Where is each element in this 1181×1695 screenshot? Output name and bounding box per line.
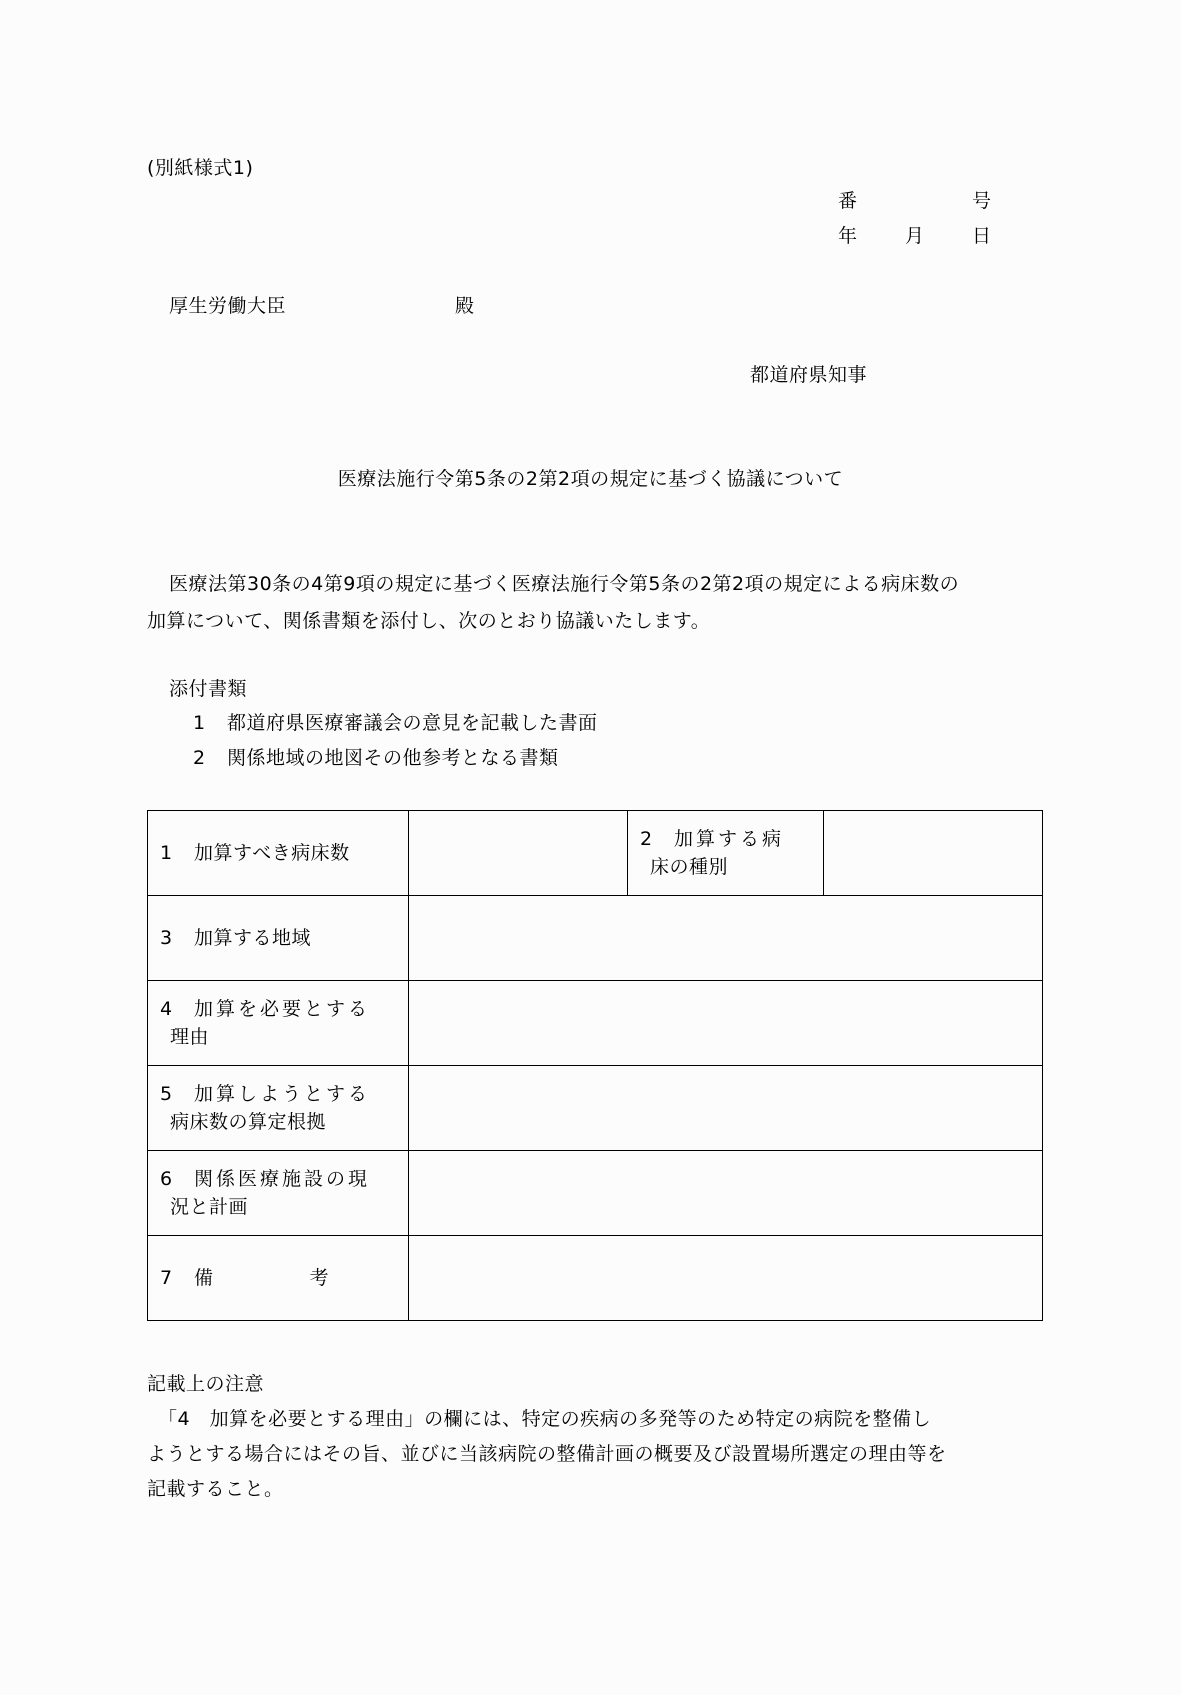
field-facility-status[interactable] xyxy=(409,1151,1043,1236)
addressee-name: 厚生労働大臣 xyxy=(169,295,287,317)
field-calculation-basis[interactable] xyxy=(409,1066,1043,1151)
table-row xyxy=(148,1066,1043,1151)
attachment-item xyxy=(193,747,559,769)
label-bed-count: 1 加算すべき病床数 xyxy=(148,811,409,896)
notes-line-2: ようとする場合にはその旨、並びに当該病院の整備計画の概要及び設置場所選定の理由等を xyxy=(147,1443,947,1465)
attachment-number: 1 xyxy=(193,712,206,734)
attachment-number: 2 xyxy=(193,747,206,769)
table-row xyxy=(148,1151,1043,1236)
attachments-heading: 添付書類 xyxy=(169,678,248,700)
date-day: 日 xyxy=(972,225,992,247)
body-line-1: 医療法第30条の4第9項の規定に基づく医療法施行令第5条の2第2項の規定による病床数の xyxy=(169,573,960,595)
document-title: 医療法施行令第5条の2第2項の規定に基づく協議について xyxy=(337,468,844,490)
label-remarks: 7 備 考 xyxy=(148,1236,409,1321)
field-bed-type[interactable] xyxy=(824,811,1043,896)
table-row xyxy=(148,1236,1043,1321)
table-row xyxy=(148,811,1043,896)
consultation-form-table xyxy=(147,810,1043,1321)
attachment-text: 関係地域の地図その他参考となる書類 xyxy=(227,747,559,769)
date-year: 年 xyxy=(838,225,858,247)
attachment-item xyxy=(193,712,598,734)
field-region[interactable] xyxy=(409,896,1043,981)
addressee-honorific: 殿 xyxy=(455,295,475,317)
field-reason[interactable] xyxy=(409,981,1043,1066)
table-row xyxy=(148,896,1043,981)
attachment-text: 都道府県医療審議会の意見を記載した書面 xyxy=(227,712,598,734)
number-prefix: 番 xyxy=(838,190,858,212)
label-calculation-basis: 5 加算しようとする 病床数の算定根拠 xyxy=(148,1066,409,1151)
sender: 都道府県知事 xyxy=(750,364,868,386)
notes-line-3: 記載すること。 xyxy=(147,1478,284,1500)
number-suffix: 号 xyxy=(972,190,992,212)
date-month: 月 xyxy=(905,225,925,247)
label-region: 3 加算する地域 xyxy=(148,896,409,981)
body-line-2: 加算について、関係書類を添付し、次のとおり協議いたします。 xyxy=(147,610,711,632)
field-remarks[interactable] xyxy=(409,1236,1043,1321)
label-bed-type: 2 加算する病 床の種別 xyxy=(628,811,824,896)
form-id: (別紙様式1) xyxy=(147,157,254,179)
table-row xyxy=(148,981,1043,1066)
notes-heading: 記載上の注意 xyxy=(147,1373,265,1395)
label-facility-status: 6 関係医療施設の現 況と計画 xyxy=(148,1151,409,1236)
field-bed-count[interactable] xyxy=(409,811,628,896)
notes-line-1: 「4 加算を必要とする理由」の欄には、特定の疾病の多発等のため特定の病院を整備し xyxy=(158,1408,932,1430)
label-reason: 4 加算を必要とする 理由 xyxy=(148,981,409,1066)
